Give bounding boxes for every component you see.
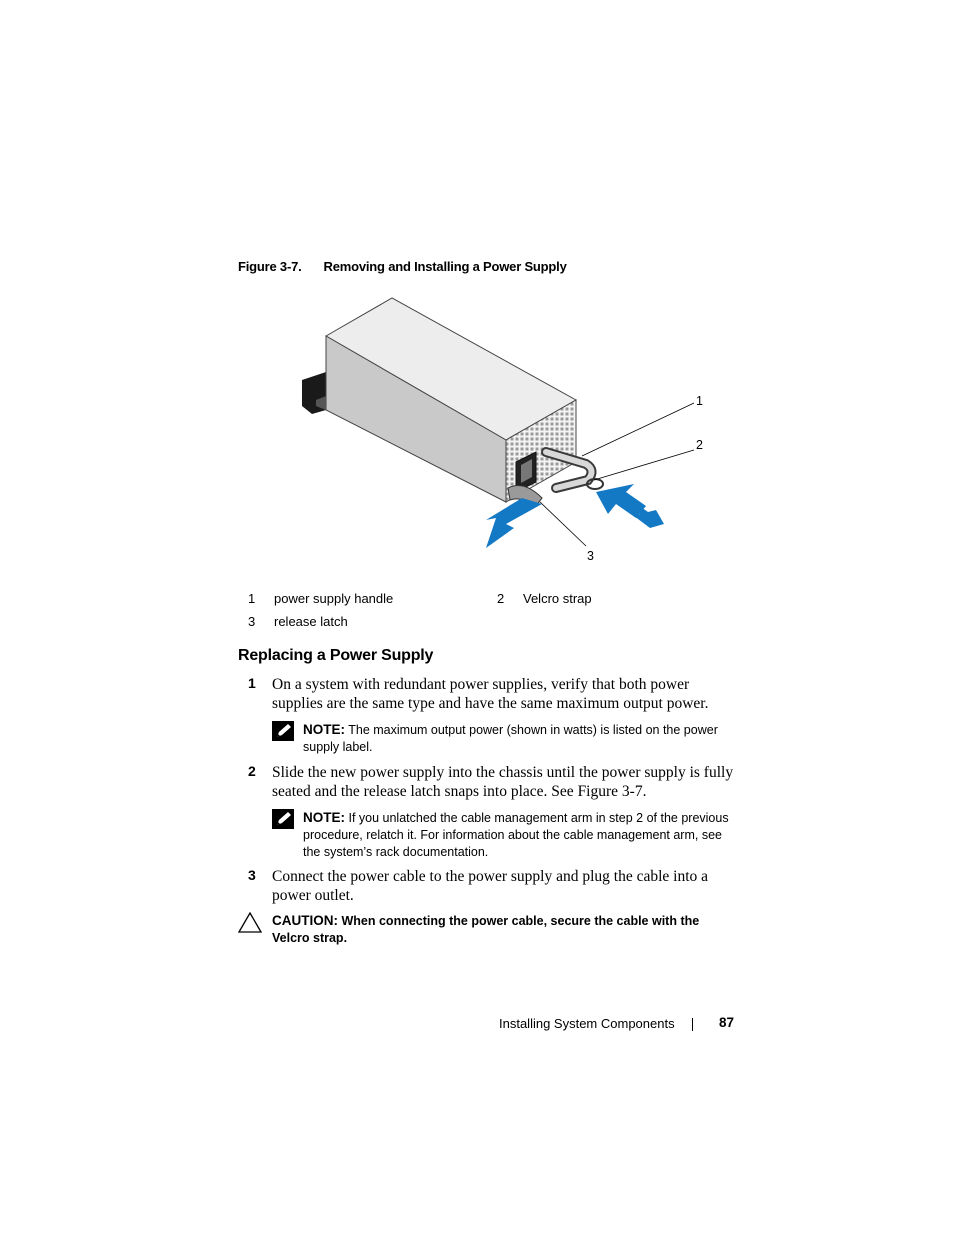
- note-label: NOTE:: [303, 810, 345, 825]
- callout-1: 1: [696, 394, 703, 408]
- pencil-note-icon: [272, 809, 294, 829]
- note-text: [303, 809, 735, 861]
- figure-number: Figure 3-7.: [238, 259, 302, 274]
- caution-body: When connecting the power cable, secure the cable with the Velcro strap.: [272, 914, 700, 945]
- figure-caption: [238, 259, 567, 274]
- legend-label: Velcro strap: [523, 591, 592, 606]
- note-body: The maximum output power (shown in watts) is listed on the power supply label.: [303, 723, 718, 754]
- note-text: [303, 721, 735, 756]
- step-number: 1: [248, 675, 256, 691]
- step-number: 2: [248, 763, 256, 779]
- pencil-note-icon: [272, 721, 294, 741]
- footer-section-title: Installing System Components: [499, 1016, 675, 1031]
- section-heading: Replacing a Power Supply: [238, 647, 434, 664]
- legend-number: 3: [248, 614, 256, 629]
- step-text: On a system with redundant power supplies, verify that both power supplies are the same type and have the same maximum output power.: [272, 676, 709, 712]
- caution-label: CAUTION:: [272, 913, 338, 928]
- note-body: If you unlatched the cable management arm in step 2 of the previous procedure, relatch it. For information about the cable management arm, see the system’s rack documentation.: [303, 811, 729, 859]
- page-number: 87: [719, 1015, 735, 1030]
- power-supply-drawing: [290, 292, 710, 572]
- callout-3: 3: [587, 549, 594, 563]
- step-number: 3: [248, 867, 256, 883]
- step-text: Slide the new power supply into the chassis until the power supply is fully seated and the release latch snaps into place. See Figure 3-7.: [272, 764, 734, 800]
- step-text: Connect the power cable to the power supply and plug the cable into a power outlet.: [272, 868, 709, 904]
- note-label: NOTE:: [303, 722, 345, 737]
- legend-label: power supply handle: [274, 591, 394, 606]
- legend-label: release latch: [274, 614, 348, 629]
- warning-triangle-icon: [238, 912, 262, 933]
- callout-2: 2: [696, 438, 703, 452]
- footer-divider: [692, 1018, 693, 1031]
- figure-title: Removing and Installing a Power Supply: [323, 259, 567, 274]
- power-supply-illustration: [290, 292, 710, 572]
- legend-number: 1: [248, 591, 256, 606]
- caution-text: [272, 912, 734, 947]
- legend-number: 2: [497, 591, 505, 606]
